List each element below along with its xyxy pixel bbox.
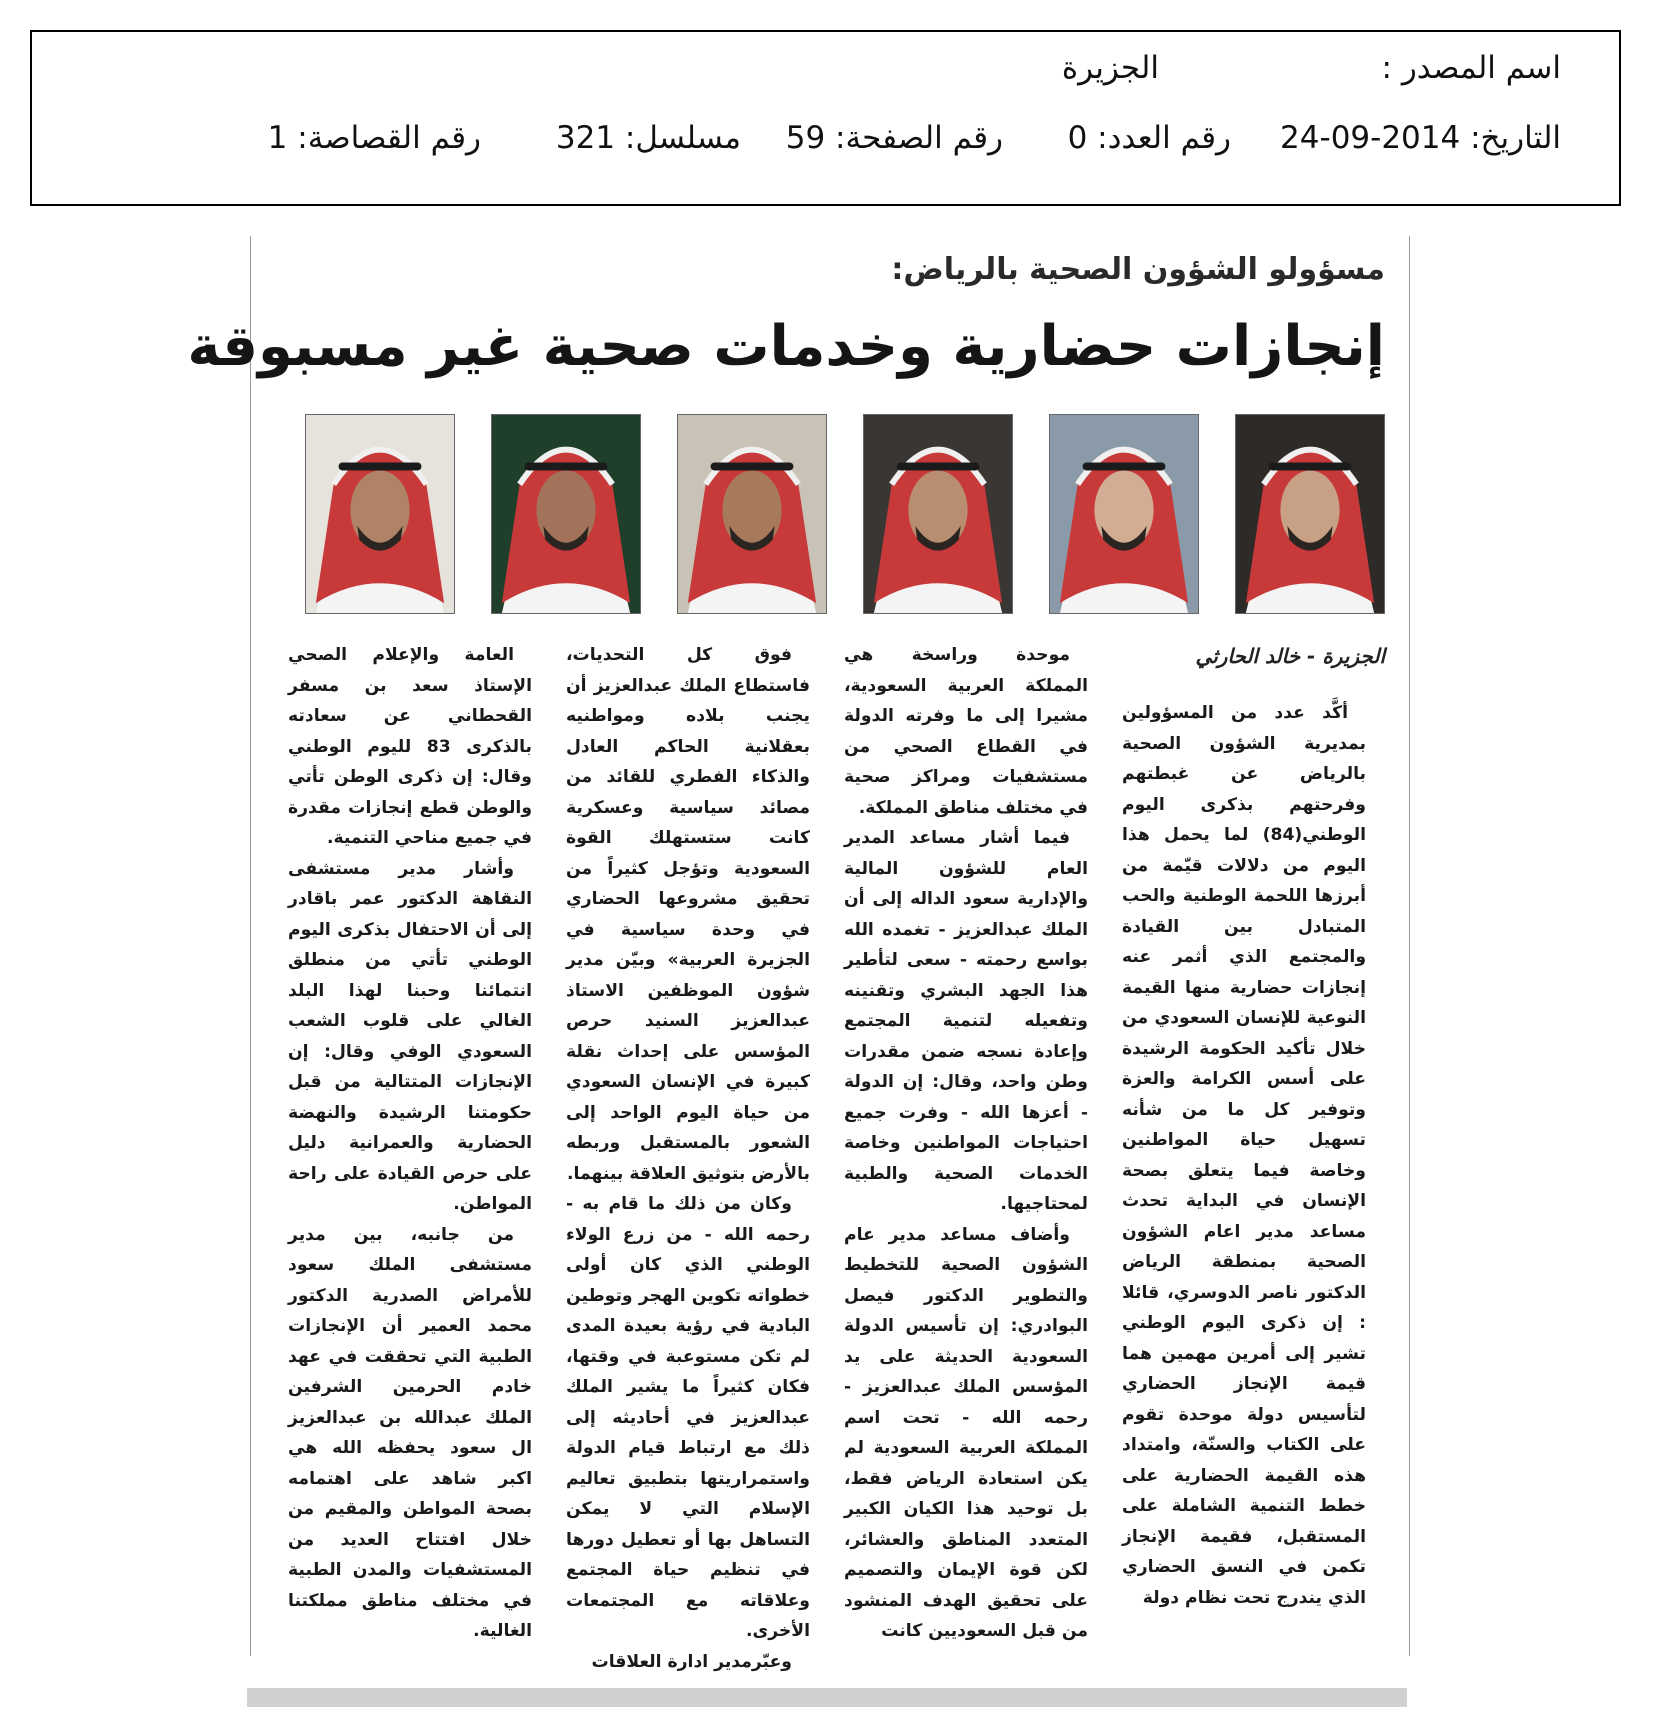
source-value: الجزيرة	[1061, 50, 1159, 86]
portrait-agal	[897, 463, 980, 471]
paragraph: موحدة وراسخة هي المملكة العربية السعودية، مشيرا إلى ما وفرته الدولة في القطاع الصحي من مستشفيات ومراكز صحية في مختلف مناطق المملكة.	[844, 645, 1088, 818]
newspaper-clipping	[187, 236, 1410, 1672]
portrait-photo	[677, 414, 827, 614]
article-column-4	[288, 640, 532, 1644]
scan-bottom-edge	[247, 1688, 1407, 1707]
clip-metadata-box	[30, 30, 1621, 206]
paragraph: أكَّد عدد من المسؤولين بمديرية الشؤون الصحية بالرياض عن غبطتهم وفرحتهم بذكرى اليوم الوطني(84) لما يحمل هذا اليوم من دلالات قيّمة من أبرزها اللحمة الوطنية والحب المتبادل بين القيادة والمجتمع الذي أثمر عنه إنجازات حضارية منها القيمة النوعية للإنسان السعودي من خلال تأكيد الحكومة الرشيدة على أسس الكرامة والعزة وتوفير كل ما من شأنه تسهيل حياة المواطنين وخاصة فيما يتعلق بصحة الإنسان في البداية تحدث مساعد مدير اعام الشؤون الصحية بمنطقة الرياض الدكتور ناصر الدوسري، قائلا : إن ذكرى اليوم الوطني تشير إلى أمرين مهمين هما قيمة الإنجاز الحضاري لتأسيس دولة موحدة تقوم على الكتاب والسنّة، وامتداد هذه القيمة الحضارية على خطط التنمية الشاملة على المستقبل، فقيمة الإنجاز تكمن في النسق الحضاري الذي يندرج تحت نظام دولة	[1122, 703, 1366, 1608]
article-kicker: مسؤولو الشؤون الصحية بالرياض:	[891, 252, 1385, 287]
article-column-2	[844, 640, 1088, 1644]
portrait-agal	[339, 463, 422, 471]
portrait-agal	[1269, 463, 1352, 471]
source-row	[61, 50, 1561, 90]
paragraph: وأشار مدير مستشفى النقاهة الدكتور عمر باقادر إلى أن الاحتفال بذكرى اليوم الوطني تأتي من منطلق انتمائنا وحبنا لهذا البلد الغالي على قلوب الشعب السعودي الوفي وقال: إن الإنجازات المتتالية من قبل حكومتنا الرشيدة والنهضة الحضارية والعمرانية دليل على حرص القيادة على راحة المواطن.	[288, 858, 532, 1214]
portrait-agal	[711, 463, 794, 471]
serial-label: مسلسل: 321	[555, 120, 741, 156]
portrait-strip	[289, 414, 1385, 616]
article-column-1	[1122, 698, 1366, 1644]
details-row	[61, 120, 1561, 160]
paragraph: وكان من ذلك ما قام به - رحمه الله - من زرع الولاء الوطني الذي كان أولى خطواته تكوين الهجر وتوطين البادية في رؤية بعيدة المدى لم تكن مستوعبة في وقتها، فكان كثيراً ما يشير الملك عبدالعزيز في أحاديثه إلى ذلك مع ارتباط قيام الدولة واستمراريتها بتطبيق تعاليم الإسلام التي لا يمكن التساهل بها أو تعطيل دورها في تنظيم حياة المجتمع وعلاقاته مع المجتمعات الأخرى.	[566, 1194, 810, 1641]
article-column-3	[566, 640, 810, 1672]
portrait-photo	[491, 414, 641, 614]
portrait-photo	[863, 414, 1013, 614]
paragraph: العامة والإعلام الصحي الإستاذ سعد بن مسفر القحطاني عن سعادته بالذكرى 83 لليوم الوطني وقال: إن ذكرى الوطن تأتي والوطن قطع إنجازات مقدرة في جميع مناحي التنمية.	[288, 645, 532, 848]
paragraph: وعبّرمدير ادارة العلاقات	[591, 1651, 792, 1672]
paragraph: من جانبه، بين مدير مستشفى الملك سعود للأمراض الصدرية الدكتور محمد العمير أن الإنجازات الطبية التي تحققت في عهد خادم الحرمين الشرفين الملك عبدالله بن عبدالعزيز ال سعود يحفظه الله هي اكبر شاهد على اهتمامه بصحة المواطن والمقيم من خلال افتتاح العديد من المستشفيات والمدن الطبية في مختلف مناطق مملكتنا الغالية.	[288, 1224, 532, 1641]
page-label: رقم الصفحة: 59	[785, 120, 1003, 156]
portrait-photo	[1049, 414, 1199, 614]
portrait-agal	[1083, 463, 1166, 471]
article-headline: إنجازات حضارية وخدمات صحية غير مسبوقة	[187, 314, 1385, 379]
paragraph: وأضاف مساعد مدير عام الشؤون الصحية للتخطيط والتطوير الدكتور فيصل البوادري: إن تأسيس الدولة السعودية الحديثة على يد المؤسس الملك عبدالعزيز - رحمه الله - تحت اسم المملكة العربية السعودية لم يكن استعادة الرياض فقط، بل توحيد هذا الكيان الكبير المتعدد المناطق والعشائر، لكن قوة الإيمان والتصميم على تحقيق الهدف المنشود من قبل السعوديين كانت	[844, 1224, 1088, 1641]
clip-label: رقم القصاصة: 1	[267, 120, 481, 156]
issue-label: رقم العدد: 0	[1067, 120, 1231, 156]
paragraph: فيما أشار مساعد المدير العام للشؤون المالية والإدارية سعود الداله إلى أن الملك عبدالعزيز - تغمده الله بواسع رحمته - سعى لتأطير هذا الجهد البشري وتقنينه وتفعيله لتنمية المجتمع وإعادة نسجه ضمن مقدرات وطن واحد، وقال: إن الدولة - أعزها الله - وفرت جميع احتياجات المواطنين وخاصة الخدمات الصحية والطبية لمحتاجيها.	[844, 828, 1088, 1214]
article-byline: الجزيرة - خالد الحارثي	[1195, 644, 1385, 668]
portrait-agal	[525, 463, 608, 471]
source-label: اسم المصدر :	[1381, 50, 1561, 86]
date-label: التاريخ: 2014-09-24	[1280, 120, 1561, 156]
portrait-photo	[305, 414, 455, 614]
paragraph: فوق كل التحديات، فاستطاع الملك عبدالعزيز أن يجنب بلاده ومواطنيه بعقلانية الحاكم العادل والذكاء الفطري للقائد من مصائد سياسية وعسكرية كانت ستستهلك القوة السعودية وتؤجل كثيراً من تحقيق مشروعها الحضاري في وحدة سياسية في الجزيرة العربية» وبيّن مدير شؤون الموظفين الاستاذ عبدالعزيز السنيد حرص المؤسس على إحداث نقلة كبيرة في الإنسان السعودي من حياة اليوم الواحد إلى الشعور بالمستقبل وربطه بالأرض بتوثيق العلاقة بينهما.	[566, 645, 810, 1184]
portrait-photo	[1235, 414, 1385, 614]
